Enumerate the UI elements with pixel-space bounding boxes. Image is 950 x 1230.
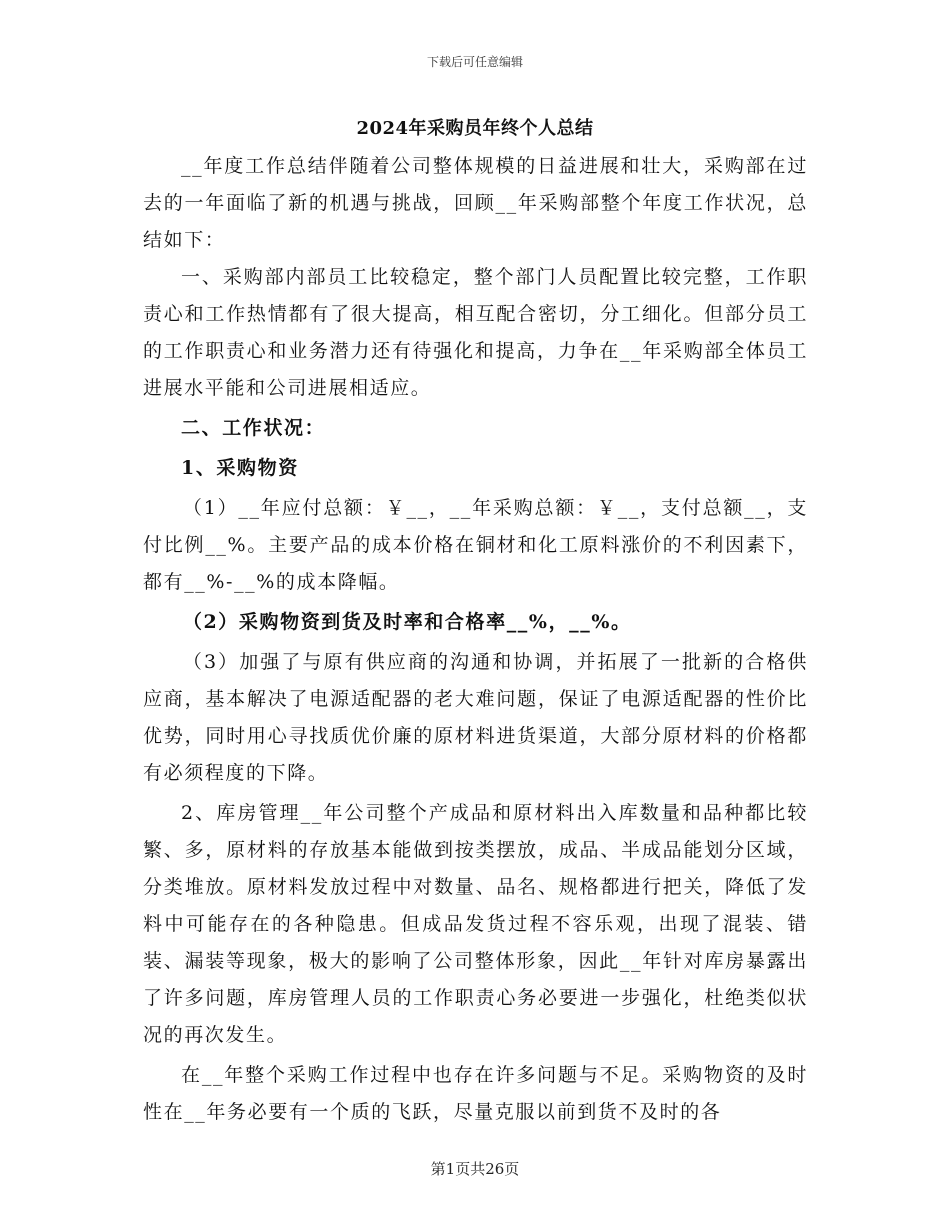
- document-body: [143, 148, 808, 1131]
- paragraph-intro: __年度工作总结伴随着公司整体规模的日益进展和壮大，采购部在过去的一年面临了新的机遇与挑战，回顾__年采购部整个年度工作状况，总结如下：: [143, 155, 808, 251]
- page-header: 下载后可任意编辑: [426, 55, 523, 69]
- paragraph-section-1: 一、采购部内部员工比较稳定，整个部门人员配置比较完整，工作职责心和工作热情都有了很大提高，相互配合密切，分工细化。但部分员工的工作职责心和业务潜力还有待强化和提高，力争在__年采购部全体员工进展水平能和公司进展相适应。: [143, 266, 808, 399]
- page-footer: 第1页共26页: [430, 1160, 520, 1178]
- paragraph-item-2: （2）采购物资到货及时率和合格率__%，__%。: [182, 611, 632, 633]
- paragraph-item-3: （3）加强了与原有供应商的沟通和协调，并拓展了一批新的合格供应商，基本解决了电源适配器的老大难问题，保证了电源适配器的性价比优势，同时用心寻找质优价廉的原材料进货渠道，大部分原材料的价格都有必须程度的下降。: [143, 651, 808, 784]
- paragraph-problems: 在__年整个采购工作过程中也存在许多问题与不足。采购物资的及时性在__年务必要有一个质的飞跃，尽量克服以前到货不及时的各: [143, 1064, 808, 1123]
- paragraph-item-1: （1）__年应付总额：￥__，__年采购总额：￥__，支付总额__，支付比例__%。主要产品的成本价格在铜材和化工原料涨价的不利因素下，都有__%-__%的成本降幅。: [143, 497, 808, 593]
- heading-work-status: 二、工作状况：: [181, 417, 326, 439]
- heading-procurement: 1、采购物资: [181, 457, 299, 479]
- paragraph-warehouse: 2、库房管理__年公司整个产成品和原材料出入库数量和品种都比较繁、多，原材料的存放基本能做到按类摆放，成品、半成品能划分区域，分类堆放。原材料发放过程中对数量、品名、规格都进行把关，降低了发料中可能存在的各种隐患。但成品发货过程不容乐观，出现了混装、错装、漏装等现象，极大的影响了公司整体形象，因此__年针对库房暴露出了许多问题，库房管理人员的工作职责心务必要进一步强化，杜绝类似状况的再次发生。: [143, 802, 808, 1046]
- document-title: 2024年采购员年终个人总结: [356, 118, 594, 139]
